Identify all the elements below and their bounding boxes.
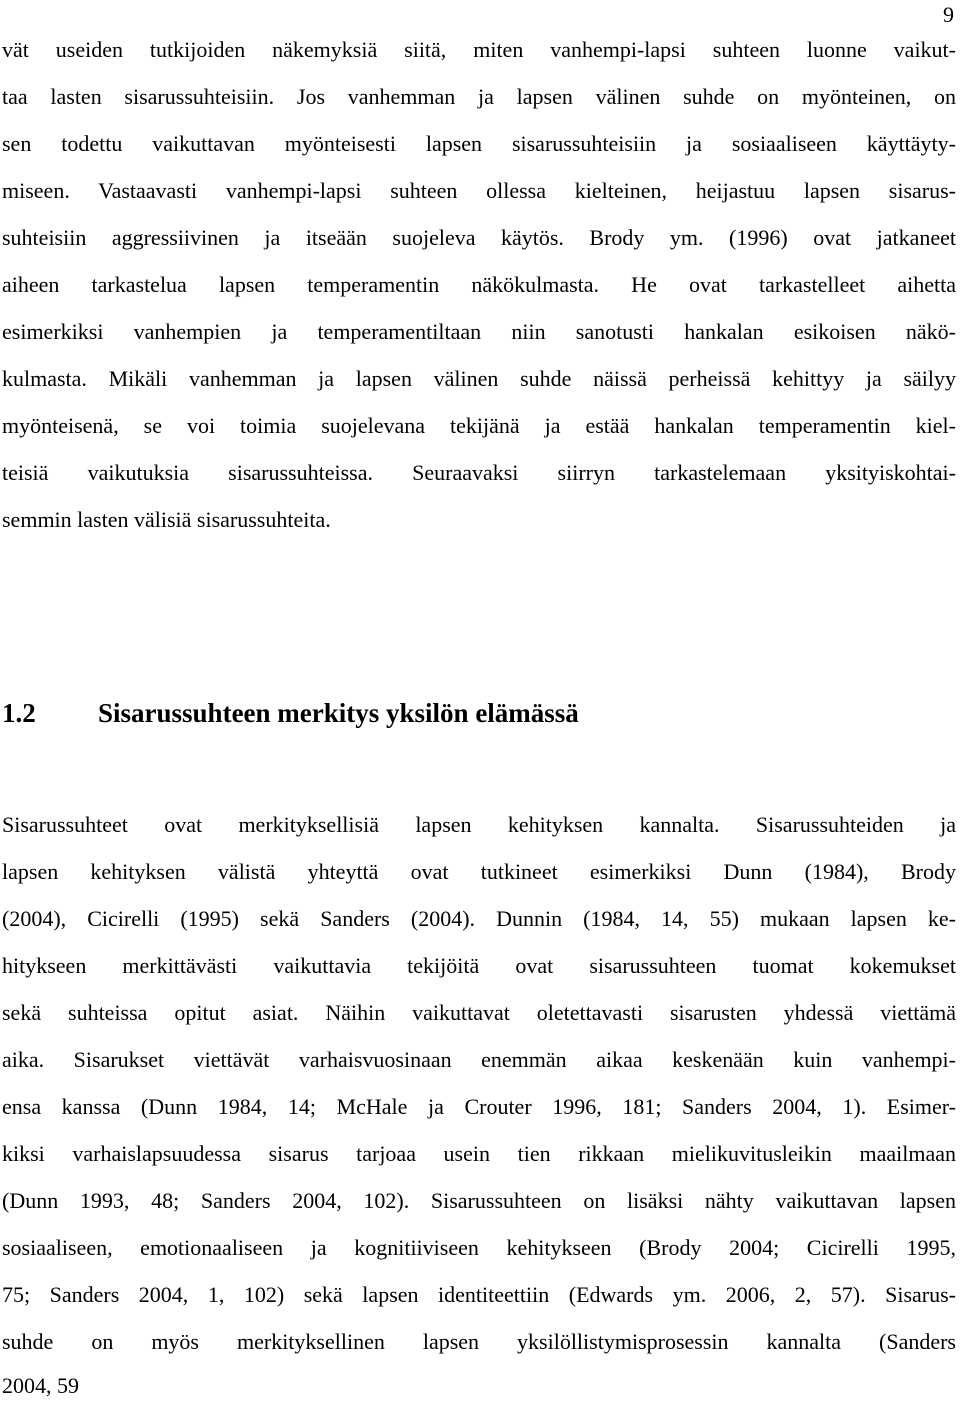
paragraph-2-line: (Dunn 1993, 48; Sanders 2004, 102). Sisarussuhteen on lisäksi nähty vaikuttavan lapsen xyxy=(2,1188,956,1213)
paragraph-2-line: aika. Sisarukset viettävät varhaisvuosinaan enemmän aikaa keskenään kuin vanhempi- xyxy=(2,1047,956,1072)
paragraph-2-line: lapsen kehityksen välistä yhteyttä ovat tutkineet esimerkiksi Dunn (1984), Brody xyxy=(2,859,956,884)
paragraph-1-line: miseen. Vastaavasti vanhempi-lapsi suhteen ollessa kielteinen, heijastuu lapsen sisarus- xyxy=(2,178,956,203)
paragraph-1-line: teisiä vaikutuksia sisarussuhteissa. Seuraavaksi siirryn tarkastelemaan yksityiskohtai- xyxy=(2,460,956,485)
page-number: 9 xyxy=(943,2,954,27)
section-number: 1.2 xyxy=(2,698,36,728)
paragraph-2-line: hitykseen merkittävästi vaikuttavia tekijöitä ovat sisarussuhteen tuomat kokemukset xyxy=(2,953,956,978)
paragraph-2-line: 2004, 59 xyxy=(2,1373,79,1398)
paragraph-1-line: kulmasta. Mikäli vanhemman ja lapsen välinen suhde näissä perheissä kehittyy ja säilyy xyxy=(2,366,956,391)
paragraph-1-line: suhteisiin aggressiivinen ja itseään suojeleva käytös. Brody ym. (1996) ovat jatkaneet xyxy=(2,225,956,250)
paragraph-2-line: Sisarussuhteet ovat merkityksellisiä lapsen kehityksen kannalta. Sisarussuhteiden ja xyxy=(2,812,956,837)
paragraph-1-line: esimerkiksi vanhempien ja temperamentiltaan niin sanotusti hankalan esikoisen näkö- xyxy=(2,319,956,344)
paragraph-2-line: sekä suhteissa opitut asiat. Näihin vaikuttavat oletettavasti sisarusten yhdessä viettämä xyxy=(2,1000,956,1025)
section-title: Sisarussuhteen merkitys yksilön elämässä xyxy=(98,698,579,728)
paragraph-1-line: sen todettu vaikuttavan myönteisesti lapsen sisarussuhteisiin ja sosiaaliseen käyttäyty- xyxy=(2,131,956,156)
paragraph-2-line: (2004), Cicirelli (1995) sekä Sanders (2004). Dunnin (1984, 14, 55) mukaan lapsen ke- xyxy=(2,906,956,931)
paragraph-2-line: sosiaaliseen, emotionaaliseen ja kognitiiviseen kehitykseen (Brody 2004; Cicirelli 1995, xyxy=(2,1235,956,1260)
paragraph-1-line: vät useiden tutkijoiden näkemyksiä siitä, miten vanhempi-lapsi suhteen luonne vaikut- xyxy=(2,37,956,62)
paragraph-1-line: semmin lasten välisiä sisarussuhteita. xyxy=(2,507,331,532)
paragraph-1-line: aiheen tarkastelua lapsen temperamentin näkökulmasta. He ovat tarkastelleet aihetta xyxy=(2,272,956,297)
paragraph-2-line: kiksi varhaislapsuudessa sisarus tarjoaa usein tien rikkaan mielikuvitusleikin maailmaan xyxy=(2,1141,956,1166)
paragraph-1-line: myönteisenä, se voi toimia suojelevana tekijänä ja estää hankalan temperamentin kiel- xyxy=(2,413,956,438)
section-heading xyxy=(2,698,579,729)
paragraph-2-line: suhde on myös merkityksellinen lapsen yksilöllistymisprosessin kannalta (Sanders xyxy=(2,1329,956,1354)
paragraph-1-line: taa lasten sisarussuhteisiin. Jos vanhemman ja lapsen välinen suhde on myönteinen, on xyxy=(2,84,956,109)
paragraph-2-line: 75; Sanders 2004, 1, 102) sekä lapsen identiteettiin (Edwards ym. 2006, 2, 57). Sisarus- xyxy=(2,1282,956,1307)
paragraph-2-line: ensa kanssa (Dunn 1984, 14; McHale ja Crouter 1996, 181; Sanders 2004, 1). Esimer- xyxy=(2,1094,956,1119)
